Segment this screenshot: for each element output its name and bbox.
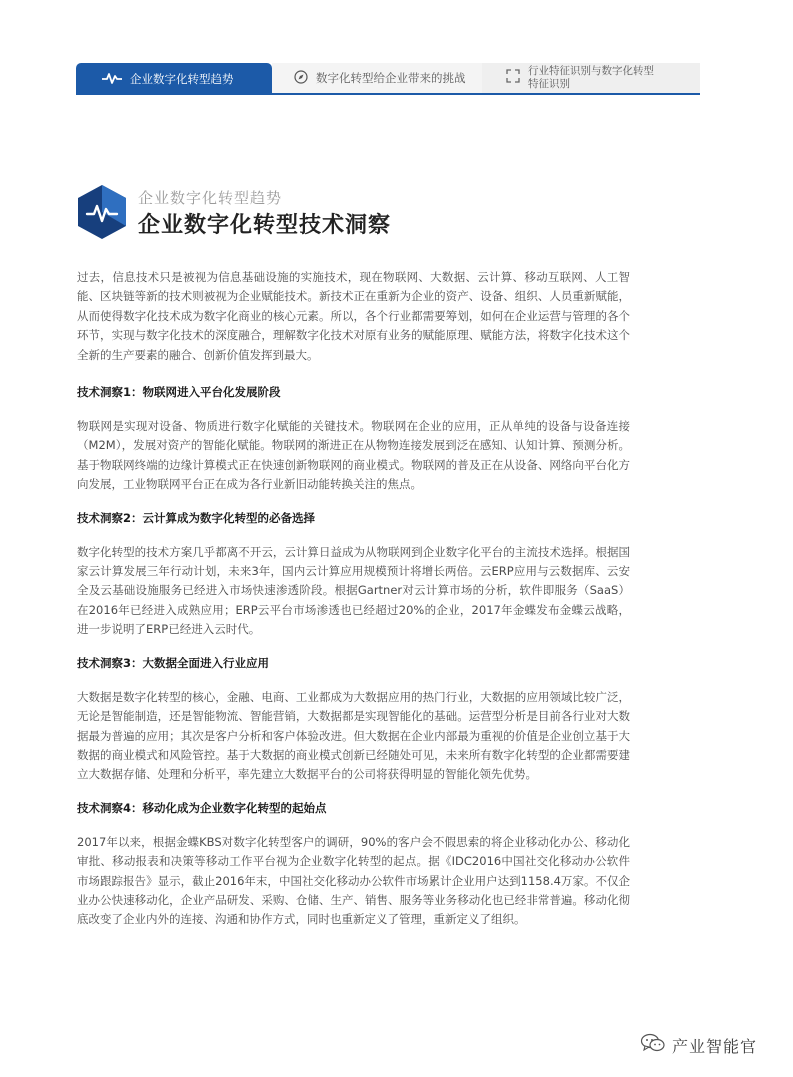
intro-paragraph: 过去，信息技术只是被视为信息基础设施的实施技术，现在物联网、大数据、云计算、移动互联网、人工智能、区块链等新的技术则被视为企业赋能技术。新技术正在重新为企业的资产、设备、组织、人员重新赋能，从而使得数字化技术成为数字化商业的核心元素。所以，各个行业都需要筹划，如何在企业运营与管理的各个环节，实现与数字化技术的深度融合，理解数字化技术对原有业务的赋能原理、赋能方法，将数字化技术这个全新的生产要素的融合、创新价值发挥到最大。	[77, 270, 630, 362]
section-title-3: 技术洞察3：大数据全面进入行业应用	[77, 655, 269, 670]
section-body-2: 数字化转型的技术方案几乎都离不开云，云计算日益成为从物联网到企业数字化平台的主流技术选择。根据国家云计算发展三年行动计划，未来3年，国内云计算应用规模预计将增长两倍。云ERP应用与云数据库、云安全及云基础设施服务已经进入市场快速渗透阶段。根据Gartner对云计算市场的分析，软件即服务（SaaS）在2016年已经进入成熟应用；ERP云平台市场渗透也已经超过20%的企业，2017年金蝶发布金蝶云战略，进一步说明了ERP已经进入云时代。	[77, 544, 630, 637]
tab-label: 企业数字化转型趋势	[130, 72, 234, 86]
tab-label: 数字化转型给企业带来的挑战	[316, 71, 466, 85]
tab-digital-trend[interactable]	[76, 63, 272, 95]
pulse-icon	[76, 184, 128, 240]
compass-icon	[294, 70, 308, 87]
section-tabs	[76, 63, 700, 95]
pulse-icon	[102, 72, 122, 87]
section-body-1: 物联网是实现对设备、物质进行数字化赋能的关键技术。物联网在企业的应用，正从单纯的设备与设备连接（M2M），发展对资产的智能化赋能。物联网的渐进正在从物物连接发展到泛在感知、认知计算、预测分析。基于物联网终端的边缘计算模式正在快速创新物联网的商业模式。物联网的普及正在从设备、网络向平台化方向发展，工业物联网平台正在成为各行业新旧动能转换关注的焦点。	[77, 419, 630, 492]
article-body	[77, 268, 630, 930]
section-title-4: 技术洞察4：移动化成为企业数字化转型的起始点	[77, 800, 327, 815]
section-subtitle: 企业数字化转型趋势	[138, 189, 283, 207]
section-header	[76, 184, 696, 240]
section-title-1: 技术洞察1：物联网进入平台化发展阶段	[77, 385, 281, 400]
tab-industry-features[interactable]	[482, 63, 700, 95]
tab-challenges[interactable]	[272, 63, 482, 95]
section-body-3: 大数据是数字化转型的核心，金融、电商、工业都成为大数据应用的热门行业，大数据的应用领域比较广泛，无论是智能制造，还是智能物流、智能营销，大数据都是实现智能化的基础。运营型分析是目前各行业对大数据最为普遍的应用；其次是客户分析和客户体验改进。但大数据在企业内部最为重视的价值是企业创立基于大数据的商业模式和风险管控。基于大数据的商业模式创新已经随处可见，未来所有数字化转型的企业都需要建立大数据存储、处理和分析平，率先建立大数据平台的公司将获得明显的智能化领先优势。	[77, 689, 630, 782]
section-body-4: 2017年以来，根据金蝶KBS对数字化转型客户的调研，90%的客户会不假思索的将企业移动化办公、移动化审批、移动报表和决策等移动工作平台视为企业数字化转型的起点。据《IDC2016中国社交化移动办公软件市场跟踪报告》显示，截止2016年末，中国社交化移动办公软件市场累计企业用户达到1158.4万家。不仅企业办公快速移动化，企业产品研发、采购、仓储、生产、销售、服务等业务移动化也已经非常普遍。移动化彻底改变了企业内外的连接、沟通和协作方式，同时也重新定义了管理，重新定义了组织。	[77, 834, 630, 927]
page-title: 企业数字化转型技术洞察	[138, 213, 392, 238]
wechat-icon	[640, 1033, 666, 1057]
brand-name: 产业智能官	[672, 1036, 758, 1056]
brand-watermark	[640, 1033, 757, 1057]
expand-icon	[506, 69, 520, 87]
tab-label: 行业特征识别与数字化转型特征识别	[528, 65, 654, 90]
section-title-2: 技术洞察2：云计算成为数字化转型的必备选择	[77, 510, 315, 525]
